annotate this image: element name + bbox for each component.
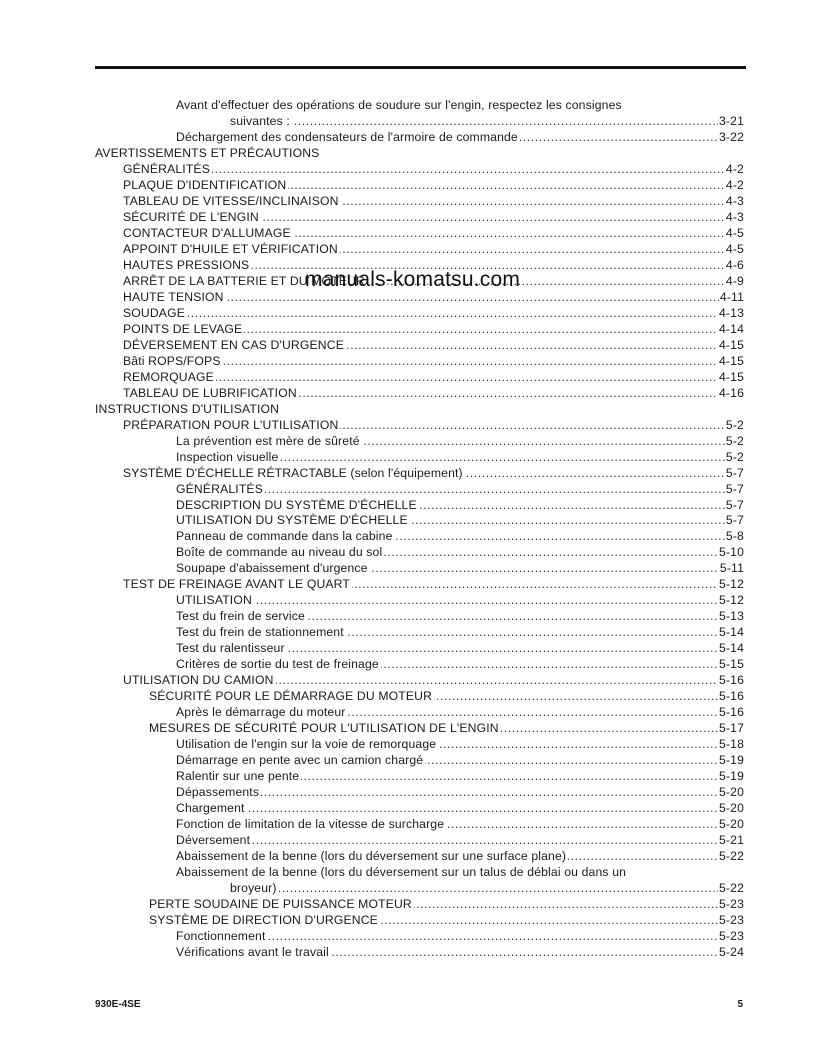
toc-entry-title: suivantes : xyxy=(230,113,290,128)
toc-entry[interactable] xyxy=(176,624,744,640)
toc-entry[interactable] xyxy=(176,528,744,544)
toc-entry[interactable] xyxy=(176,704,744,720)
toc-dot-leader xyxy=(176,784,744,800)
toc-entry[interactable] xyxy=(123,161,744,177)
toc-entry[interactable] xyxy=(149,720,744,736)
toc-entry-title: TEST DE FREINAGE AVANT LE QUART xyxy=(123,577,351,592)
toc-entry-page: 4-15 xyxy=(719,353,744,368)
toc-entry-title: Avant d'effectuer des opérations de soudure sur l'engin, respectez les consignes xyxy=(176,98,622,112)
toc-entry-page: 5-20 xyxy=(719,817,744,832)
toc-entry-page: 5-23 xyxy=(719,912,744,927)
toc-entry[interactable] xyxy=(123,321,744,337)
toc-entry-page: 5-24 xyxy=(719,944,744,959)
toc-entry-page: 4-9 xyxy=(725,273,744,288)
toc-entry-title: Abaissement de la benne (lors du déversement sur une surface plane) xyxy=(176,849,567,864)
toc-entry-page: 5-13 xyxy=(719,609,744,624)
toc-entry[interactable] xyxy=(176,752,744,768)
toc-entry[interactable] xyxy=(123,209,744,225)
footer-model: 930E-4SE xyxy=(95,999,141,1010)
toc-dot-leader xyxy=(123,305,744,321)
toc-entry-page: 3-22 xyxy=(719,129,744,144)
toc-entry-title: TABLEAU DE VITESSE/INCLINAISON xyxy=(123,193,339,208)
toc-entry[interactable] xyxy=(123,369,744,385)
toc-entry[interactable] xyxy=(176,768,744,784)
toc-entry-page: 5-12 xyxy=(719,577,744,592)
toc-entry[interactable] xyxy=(149,688,744,704)
toc-entry-title: GÉNÉRALITÉS xyxy=(176,481,263,496)
toc-entry[interactable] xyxy=(176,848,744,864)
toc-entry-page: 5-8 xyxy=(725,529,744,544)
toc-entry-page: 4-5 xyxy=(725,225,744,240)
toc-entry-title: Fonctionnement xyxy=(176,928,266,943)
toc-entry-title: HAUTES PRESSIONS xyxy=(123,257,250,272)
toc-entry-page: 5-7 xyxy=(725,513,744,528)
toc-entry[interactable] xyxy=(176,449,744,465)
toc-entry[interactable] xyxy=(149,896,744,912)
toc-entry-page: 5-10 xyxy=(719,545,744,560)
toc-entry-page: 5-21 xyxy=(719,833,744,848)
toc-entry-page: 5-16 xyxy=(719,705,744,720)
toc-entry-title: Utilisation de l'engin sur la voie de remorquage xyxy=(176,737,437,752)
toc-entry[interactable] xyxy=(176,481,744,497)
toc-dot-leader xyxy=(176,832,744,848)
toc-entry-page: 5-20 xyxy=(719,785,744,800)
toc-entry-title: broyeur) xyxy=(230,881,277,896)
toc-entry-page: 5-14 xyxy=(719,625,744,640)
toc-entry-title: PLAQUE D'IDENTIFICATION xyxy=(123,177,287,192)
toc-entry-title: Inspection visuelle xyxy=(176,449,279,464)
toc-entry[interactable] xyxy=(176,129,744,145)
toc-entry[interactable] xyxy=(176,656,744,672)
toc-entry-page: 5-7 xyxy=(725,497,744,512)
toc-entry-title: APPOINT D'HUILE ET VÉRIFICATION xyxy=(123,241,338,256)
toc-entry-page: 4-6 xyxy=(725,257,744,272)
toc-entry[interactable] xyxy=(176,433,744,449)
toc-entry-page: 4-2 xyxy=(725,177,744,192)
toc-entry[interactable] xyxy=(176,592,744,608)
toc-entry-title: SÉCURITÉ POUR LE DÉMARRAGE DU MOTEUR xyxy=(149,689,433,704)
toc-entry-page: 5-16 xyxy=(719,673,744,688)
toc-entry[interactable] xyxy=(123,241,744,257)
toc-entry[interactable] xyxy=(123,417,744,433)
toc-entry-page: 5-23 xyxy=(719,928,744,943)
toc-entry-title: La prévention est mère de sûreté xyxy=(176,433,360,448)
toc-entry-title: GÉNÉRALITÉS xyxy=(123,161,210,176)
toc-entry-title: Test du frein de service xyxy=(176,609,305,624)
toc-entry[interactable] xyxy=(176,736,744,752)
toc-entry[interactable] xyxy=(176,800,744,816)
toc-entry-page: 3-21 xyxy=(719,113,744,128)
toc-entry-title: Dépassements xyxy=(176,785,260,800)
toc-entry[interactable] xyxy=(176,97,744,113)
toc-entry[interactable] xyxy=(176,608,744,624)
toc-entry[interactable] xyxy=(123,193,744,209)
toc-entry[interactable] xyxy=(176,497,744,513)
toc-entry-title: Déchargement des condensateurs de l'armoire de commande xyxy=(176,129,518,144)
toc-entry-title: UTILISATION DU CAMION xyxy=(123,673,274,688)
toc-entry-page: 4-5 xyxy=(725,241,744,256)
toc-entry-title: Démarrage en pente avec un camion chargé xyxy=(176,753,424,768)
toc-dot-leader xyxy=(230,113,744,129)
toc-entry-title: DESCRIPTION DU SYSTÈME D'ÉCHELLE xyxy=(176,497,417,512)
toc-entry-title: DÉVERSEMENT EN CAS D'URGENCE xyxy=(123,337,344,352)
toc-entry-page: 4-14 xyxy=(719,321,744,336)
toc-entry-page: 5-11 xyxy=(719,561,744,576)
toc-entry-page: 5-20 xyxy=(719,801,744,816)
toc-entry[interactable] xyxy=(176,640,744,656)
toc-entry-page: 4-16 xyxy=(719,385,744,400)
watermark-text: manuals-komatsu.com xyxy=(305,268,521,291)
toc-entry-page: 4-2 xyxy=(725,161,744,176)
toc-entry-page: 4-15 xyxy=(719,369,744,384)
toc-entry-title: Boîte de commande au niveau du sol xyxy=(176,545,383,560)
toc-entry-page: 5-22 xyxy=(719,849,744,864)
toc-entry-title: UTILISATION DU SYSTÈME D'ÉCHELLE xyxy=(176,513,408,528)
toc-entry-title: Ralentir sur une pente xyxy=(176,769,300,784)
toc-entry-title: PERTE SOUDAINE DE PUISSANCE MOTEUR xyxy=(149,897,412,911)
header-rule xyxy=(95,66,746,69)
toc-entry[interactable] xyxy=(176,928,744,944)
toc-entry-page: 5-16 xyxy=(719,689,744,704)
toc-entry-title: SÉCURITÉ DE L'ENGIN xyxy=(123,209,259,224)
toc-entry[interactable] xyxy=(176,512,744,528)
toc-entry-page: 4-13 xyxy=(719,305,744,320)
toc-entry-page: 5-12 xyxy=(719,593,744,608)
toc-entry-page: 5-7 xyxy=(725,465,744,480)
footer-page-number: 5 xyxy=(737,999,743,1010)
toc-entry-title: AVERTISSEMENTS ET PRÉCAUTIONS xyxy=(95,145,320,160)
toc-entry-title: SYSTÈME D'ÉCHELLE RÉTRACTABLE (selon l'équipement) xyxy=(123,465,463,480)
toc-entry-title: MESURES DE SÉCURITÉ POUR L'UTILISATION DE L'ENGIN xyxy=(149,721,499,736)
toc-entry-title: Abaissement de la benne (lors du déversement sur un talus de déblai ou dans un xyxy=(176,865,627,880)
toc-dot-leader xyxy=(176,800,744,816)
toc-entry-page: 5-14 xyxy=(719,641,744,656)
toc-entry[interactable] xyxy=(123,465,744,481)
toc-entry-title: Chargement xyxy=(176,801,245,816)
toc-entry-title: UTILISATION xyxy=(176,593,252,608)
toc-entry[interactable] xyxy=(123,337,744,353)
toc-entry[interactable] xyxy=(123,225,744,241)
toc-entry[interactable] xyxy=(176,944,744,960)
toc-entry-page: 4-3 xyxy=(725,209,744,224)
toc-entry-title: INSTRUCTIONS D'UTILISATION xyxy=(95,401,280,416)
toc-entry-title: Test du frein de stationnement xyxy=(176,625,344,640)
toc-entry-title: Test du ralentisseur xyxy=(176,641,285,656)
toc-entry[interactable] xyxy=(95,145,744,161)
toc-entry-title: SYSTÈME DE DIRECTION D'URGENCE xyxy=(149,912,378,927)
toc-entry-page: 5-19 xyxy=(719,753,744,768)
toc-entry-title: Critères de sortie du test de freinage xyxy=(176,657,379,672)
toc-entry[interactable] xyxy=(123,353,744,369)
toc-entry-title: Déversement xyxy=(176,833,251,848)
toc-entry-title: TABLEAU DE LUBRIFICATION xyxy=(123,385,297,400)
toc-entry-title: Vérifications avant le travail xyxy=(176,944,329,959)
toc-entry[interactable] xyxy=(176,560,744,576)
toc-entry[interactable] xyxy=(230,113,744,129)
toc-entry-page: 5-2 xyxy=(725,433,744,448)
toc-entry[interactable] xyxy=(123,385,744,401)
toc-entry[interactable] xyxy=(95,401,744,417)
toc-entry-page: 5-22 xyxy=(719,881,744,896)
toc-entry[interactable] xyxy=(230,880,744,896)
toc-entry-title: POINTS DE LEVAGE xyxy=(123,321,243,336)
toc-entry-page: 4-3 xyxy=(725,193,744,208)
toc-entry-page: 5-7 xyxy=(725,481,744,496)
toc-entry[interactable] xyxy=(176,784,744,800)
toc-entry-page: 4-11 xyxy=(719,289,744,304)
toc-entry-title: Panneau de commande dans la cabine xyxy=(176,529,393,544)
toc-entry-page: 5-17 xyxy=(719,721,744,736)
toc-entry-page: 5-23 xyxy=(719,897,744,911)
toc-entry[interactable] xyxy=(149,912,744,928)
toc-entry[interactable] xyxy=(176,544,744,560)
toc-dot-leader xyxy=(123,369,744,385)
toc-entry-title: Soupape d'abaissement d'urgence xyxy=(176,561,368,576)
toc-entry[interactable] xyxy=(123,672,744,688)
toc-entry-page: 5-18 xyxy=(719,737,744,752)
toc-entry-page: 5-2 xyxy=(725,417,744,432)
toc-entry[interactable] xyxy=(176,832,744,848)
toc-entry-title: PRÉPARATION POUR L'UTILISATION xyxy=(123,417,339,432)
toc-entry-page: 4-15 xyxy=(719,337,744,352)
toc-entry-title: SOUDAGE xyxy=(123,305,185,320)
toc-entry-page: 5-2 xyxy=(725,449,744,464)
toc-dot-leader xyxy=(176,592,744,608)
toc-entry-title: Fonction de limitation de la vitesse de surcharge xyxy=(176,817,445,832)
toc-dot-leader xyxy=(123,161,744,177)
toc-entry-title: REMORQUAGE xyxy=(123,369,214,384)
toc-entry[interactable] xyxy=(123,305,744,321)
toc-entry[interactable] xyxy=(123,177,744,193)
toc-dot-leader xyxy=(230,880,744,896)
toc-entry-title: HAUTE TENSION xyxy=(123,289,224,304)
toc-entry-title: Après le démarrage du moteur xyxy=(176,705,346,720)
toc-entry[interactable] xyxy=(123,576,744,592)
toc-entry-title: Bâti ROPS/FOPS xyxy=(123,353,221,368)
toc-entry-title: CONTACTEUR D'ALLUMAGE xyxy=(123,225,291,240)
toc-entry-page: 5-19 xyxy=(719,769,744,784)
toc-entry-title: ARRÊT DE LA BATTERIE ET DU MOTEUR xyxy=(123,273,365,288)
toc-entry-page: 5-15 xyxy=(719,657,744,672)
toc-entry[interactable] xyxy=(176,864,744,880)
toc-entry[interactable] xyxy=(176,816,744,832)
